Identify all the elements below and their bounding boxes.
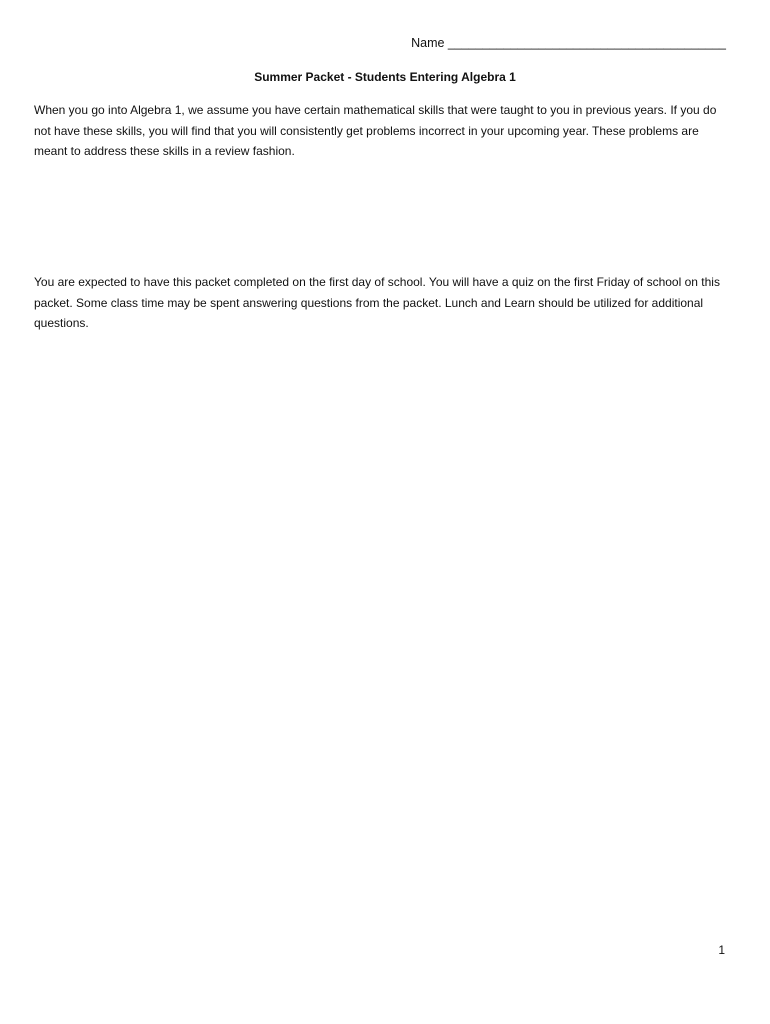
expectations-paragraph: You are expected to have this packet completed on the first day of school. You will have a quiz on the first Friday of school on this packet. Some class time may be spent answering questions from the packet. Lunch and Learn should be utilized for additional questions. <box>34 275 720 330</box>
name-field-line: Name ________________________________________ <box>411 36 726 50</box>
intro-paragraph: When you go into Algebra 1, we assume you have certain mathematical skills that were taught to you in previous years. If you do not have these skills, you will find that you will consistently get problems incorrect in your upcoming year. These problems are meant to address these skills in a review fashion. <box>34 103 717 158</box>
document-title: Summer Packet - Students Entering Algebra 1 <box>254 70 516 84</box>
page-number: 1 <box>718 943 725 957</box>
